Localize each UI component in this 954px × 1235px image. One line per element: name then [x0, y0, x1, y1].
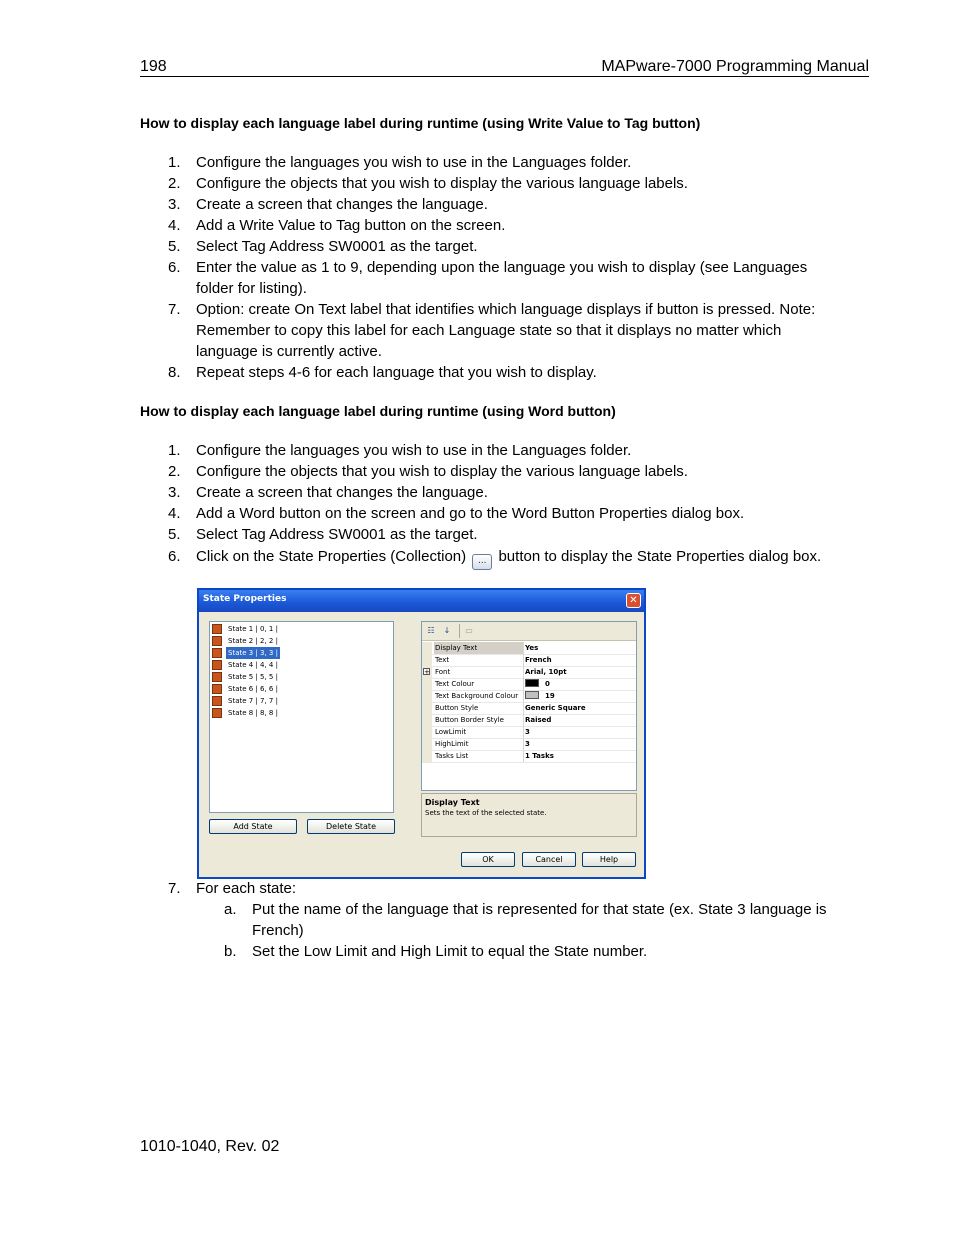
list-item — [140, 215, 840, 236]
state-label: State 4 | 4, 4 | — [228, 661, 278, 669]
list-item — [140, 878, 840, 962]
row-gutter — [422, 738, 432, 750]
sub-list-item-letter: a. — [224, 901, 237, 918]
property-grid[interactable] — [421, 621, 637, 791]
list-item-number: 4. — [168, 505, 181, 522]
list-item — [140, 194, 840, 215]
expand-plus-icon[interactable]: + — [424, 668, 430, 676]
row-gutter — [422, 690, 432, 702]
row-gutter — [422, 654, 432, 666]
property-name: LowLimit — [434, 726, 524, 738]
property-value-color[interactable] — [525, 690, 555, 702]
list-item-text: Add a Write Value to Tag button on the screen. — [196, 217, 506, 234]
state-label: State 3 | 3, 3 | — [228, 649, 278, 657]
state-color-icon — [212, 636, 222, 646]
property-value[interactable]: Arial, 10pt — [525, 668, 567, 676]
list-item-number: 7. — [168, 880, 181, 897]
state-label: State 5 | 5, 5 | — [228, 673, 278, 681]
list-item-text: Option: create On Text label that identifies which language displays if button is pressed. Note: Remember to copy this label for each Language state so that it displays no matter which language is currently active. — [196, 301, 816, 360]
alphabetical-icon[interactable]: ↓ — [443, 626, 451, 635]
state-color-icon — [212, 684, 222, 694]
sub-list-item — [196, 941, 840, 962]
word-button-steps-list — [140, 440, 840, 570]
list-item — [140, 173, 840, 194]
row-gutter — [422, 750, 432, 762]
state-properties-dialog — [197, 588, 646, 879]
list-item-text: Select Tag Address SW0001 as the target. — [196, 238, 478, 255]
property-value: 0 — [545, 680, 550, 688]
list-item-number: 2. — [168, 463, 181, 480]
list-item — [140, 440, 840, 461]
list-item-text: Configure the languages you wish to use in the Languages folder. — [196, 154, 632, 171]
description-text: Sets the text of the selected state. — [425, 809, 547, 817]
close-icon[interactable]: ✕ — [626, 593, 641, 608]
list-item-text: Create a screen that changes the language. — [196, 196, 488, 213]
state-list[interactable] — [209, 621, 394, 813]
list-item — [140, 257, 840, 299]
page-number: 198 — [140, 58, 167, 75]
sub-list-item-letter: b. — [224, 943, 237, 960]
list-item — [140, 461, 840, 482]
property-name: Text Colour — [434, 678, 524, 690]
categorized-icon[interactable]: ☷ — [427, 626, 435, 635]
list-item — [140, 524, 840, 545]
list-item — [140, 299, 840, 362]
list-item-number: 6. — [168, 548, 181, 565]
property-value[interactable]: Generic Square — [525, 704, 586, 712]
list-item-number: 1. — [168, 154, 181, 171]
sub-list-item — [196, 899, 840, 941]
list-item-text: Configure the objects that you wish to display the various language labels. — [196, 463, 688, 480]
property-value[interactable]: French — [525, 656, 552, 664]
section-heading-write-value: How to display each language label during runtime (using Write Value to Tag button) — [140, 115, 701, 131]
list-item-number: 5. — [168, 526, 181, 543]
property-grid-toolbar — [422, 622, 636, 641]
state-color-icon — [212, 708, 222, 718]
manual-title: MAPware-7000 Programming Manual — [601, 58, 869, 75]
state-color-icon — [212, 624, 222, 634]
property-value[interactable]: Raised — [525, 716, 552, 724]
state-label: State 7 | 7, 7 | — [228, 697, 278, 705]
list-item-text: For each state: — [196, 880, 297, 897]
property-name: Font — [434, 666, 524, 678]
state-label: State 2 | 2, 2 | — [228, 637, 278, 645]
ok-button[interactable]: OK — [461, 852, 515, 867]
list-item — [140, 503, 840, 524]
property-value[interactable]: 3 — [525, 728, 530, 736]
dialog-title-bar[interactable] — [199, 590, 644, 612]
document-number: 1010-1040, Rev. 02 — [140, 1138, 280, 1155]
list-item-text: Add a Word button on the screen and go to the Word Button Properties dialog box. — [196, 505, 745, 522]
write-value-steps-list — [140, 152, 840, 383]
color-swatch-icon — [525, 679, 539, 687]
list-item-number: 6. — [168, 259, 181, 276]
property-name: Button Border Style — [434, 714, 524, 726]
row-gutter — [422, 714, 432, 726]
description-title: Display Text — [425, 798, 480, 807]
state-color-icon — [212, 696, 222, 706]
help-button[interactable]: Help — [582, 852, 636, 867]
sub-list — [196, 899, 840, 962]
list-item-text: Select Tag Address SW0001 as the target. — [196, 526, 478, 543]
state-color-icon — [212, 660, 222, 670]
color-swatch-icon — [525, 691, 539, 699]
list-item-number: 3. — [168, 484, 181, 501]
property-description-panel — [421, 793, 637, 837]
list-item-number: 2. — [168, 175, 181, 192]
list-item-number: 1. — [168, 442, 181, 459]
property-name: HighLimit — [434, 738, 524, 750]
list-item-number: 7. — [168, 301, 181, 318]
state-color-icon — [212, 672, 222, 682]
add-state-button[interactable]: Add State — [209, 819, 297, 834]
cancel-button[interactable]: Cancel — [522, 852, 576, 867]
property-value[interactable]: 1 Tasks — [525, 752, 554, 760]
property-value: 19 — [545, 692, 555, 700]
sub-list-item-text: Set the Low Limit and High Limit to equal the State number. — [252, 943, 648, 960]
property-name: Tasks List — [434, 750, 524, 762]
list-item-text: Repeat steps 4-6 for each language that you wish to display. — [196, 364, 597, 381]
row-gutter — [422, 726, 432, 738]
header-rule — [140, 76, 869, 77]
word-button-steps-continued — [140, 878, 840, 962]
property-pages-icon[interactable]: ▭ — [465, 626, 473, 635]
list-item-text: Configure the objects that you wish to display the various language labels. — [196, 175, 688, 192]
list-item-text: Click on the State Properties (Collection) — [196, 548, 467, 565]
list-item — [140, 236, 840, 257]
property-name: Text — [434, 654, 524, 666]
list-item — [140, 152, 840, 173]
list-item-text: Configure the languages you wish to use in the Languages folder. — [196, 442, 632, 459]
property-value[interactable]: 3 — [525, 740, 530, 748]
property-name: Display Text — [434, 642, 524, 654]
section-heading-word-button: How to display each language label during runtime (using Word button) — [140, 403, 616, 419]
list-item-text: Create a screen that changes the language. — [196, 484, 488, 501]
property-name: Button Style — [434, 702, 524, 714]
row-gutter — [422, 678, 432, 690]
state-color-icon — [212, 648, 222, 658]
state-label: State 6 | 6, 6 | — [228, 685, 278, 693]
list-item-number: 5. — [168, 238, 181, 255]
list-item-text: button to display the State Properties dialog box. — [498, 548, 822, 565]
list-item-number: 3. — [168, 196, 181, 213]
property-row[interactable] — [422, 750, 636, 763]
list-item-number: 8. — [168, 364, 181, 381]
row-gutter — [422, 642, 432, 654]
row-gutter — [422, 702, 432, 714]
toolbar-divider — [459, 624, 460, 638]
state-label: State 8 | 8, 8 | — [228, 709, 278, 717]
property-value[interactable]: Yes — [525, 644, 539, 652]
list-item — [140, 362, 840, 383]
collection-ellipsis-icon: ... — [472, 554, 492, 570]
sub-list-item-text: Put the name of the language that is represented for that state (ex. State 3 language is French) — [252, 901, 827, 939]
dialog-title: State Properties — [203, 594, 287, 604]
property-value-color[interactable] — [525, 678, 550, 690]
delete-state-button[interactable]: Delete State — [307, 819, 395, 834]
list-item — [140, 546, 840, 570]
list-item-number: 4. — [168, 217, 181, 234]
list-item-text: Enter the value as 1 to 9, depending upon the language you wish to display (see Languages folder for listing). — [196, 259, 808, 297]
state-label: State 1 | 0, 1 | — [228, 625, 278, 633]
row-gutter — [422, 666, 432, 678]
list-item — [140, 482, 840, 503]
property-name: Text Background Colour — [434, 690, 524, 702]
